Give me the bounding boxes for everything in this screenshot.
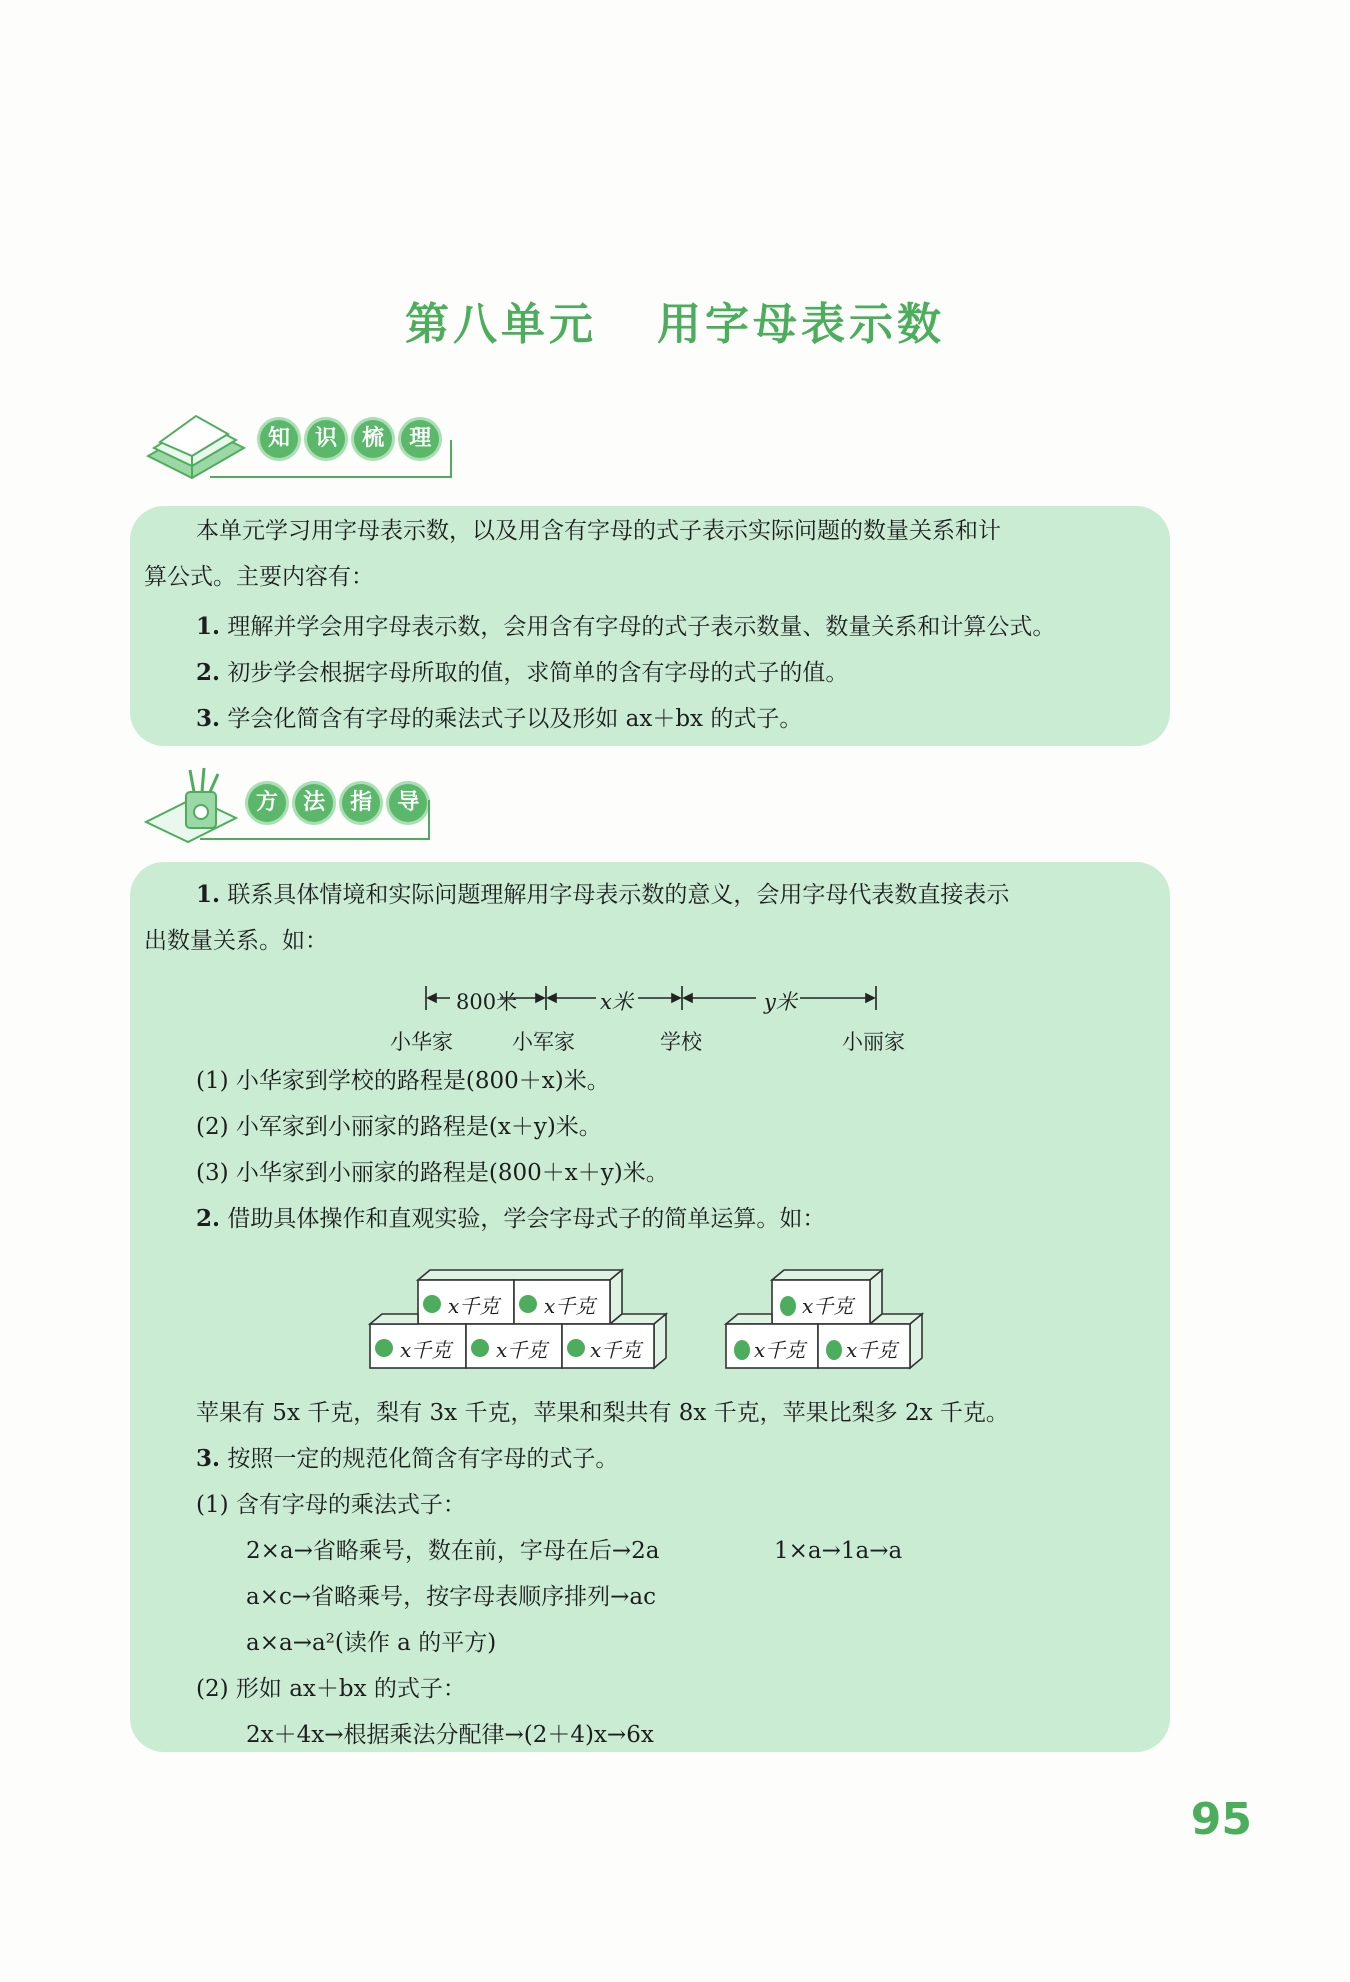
knowledge-item — [196, 696, 802, 742]
knowledge-intro-line1: 本单元学习用字母表示数，以及用含有字母的式子表示实际问题的数量关系和计 — [196, 518, 1001, 544]
cube-label: x千克 — [590, 1338, 642, 1362]
rule-line: a×a→a²(读作 a 的平方) — [246, 1630, 497, 1656]
segment-800: 800米 — [456, 990, 518, 1014]
knowledge-underline — [210, 476, 452, 478]
cube-label: x千克 — [544, 1294, 596, 1318]
method-divider — [428, 800, 430, 840]
route-line: (1) 小华家到学校的路程是(800＋x)米。 — [196, 1068, 610, 1094]
method-label-char: 导 — [389, 784, 427, 822]
knowledge-label-char: 理 — [401, 420, 439, 458]
cube-label: x千克 — [754, 1338, 806, 1362]
point-text: 联系具体情境和实际问题理解用字母表示数的意义，会用字母代表数直接表示 — [227, 882, 1010, 908]
point-text: 借助具体操作和直观实验，学会字母式子的简单运算。如： — [227, 1206, 826, 1232]
method-label — [248, 784, 431, 822]
book-icon — [140, 408, 250, 484]
rule-line: 2x＋4x→根据乘法分配律→(2＋4)x→6x — [246, 1722, 654, 1748]
item-number: 1. — [196, 613, 221, 640]
method-point-1 — [196, 872, 1009, 918]
knowledge-item — [196, 604, 1055, 650]
rule-line: a×c→省略乘号，按字母表顺序排列→ac — [246, 1584, 657, 1610]
page-title — [0, 288, 1350, 352]
place-label: 小军家 — [512, 1030, 575, 1054]
point-number: 2. — [196, 1205, 221, 1232]
cube-label: x千克 — [448, 1294, 500, 1318]
apple-cube-stack — [366, 1268, 678, 1384]
knowledge-divider — [450, 440, 452, 478]
method-point-1-cont: 出数量关系。如： — [144, 928, 328, 954]
method-point-2 — [196, 1196, 825, 1242]
place-label: 学校 — [660, 1030, 702, 1054]
knowledge-label-char: 梳 — [354, 420, 392, 458]
knowledge-label-char: 识 — [307, 420, 345, 458]
item-text: 学会化简含有字母的乘法式子以及形如 ax＋bx 的式子。 — [227, 706, 803, 732]
knowledge-item — [196, 650, 848, 696]
sub-heading: (2) 形如 ax＋bx 的式子： — [196, 1676, 466, 1702]
knowledge-label-char: 知 — [260, 420, 298, 458]
knowledge-intro-line2: 算公式。主要内容有： — [144, 564, 374, 590]
method-label-char: 指 — [342, 784, 380, 822]
method-point-3 — [196, 1436, 618, 1482]
route-line: (2) 小军家到小丽家的路程是(x＋y)米。 — [196, 1114, 602, 1140]
rule-line: 2×a→省略乘号，数在前，字母在后→2a — [246, 1538, 660, 1564]
point-text: 按照一定的规范化简含有字母的式子。 — [227, 1446, 619, 1472]
cube-label: x千克 — [496, 1338, 548, 1362]
page-number: 95 — [1190, 1794, 1252, 1845]
sub-heading: (1) 含有字母的乘法式子： — [196, 1492, 466, 1518]
segment-x: x米 — [600, 990, 633, 1014]
method-label-char: 法 — [295, 784, 333, 822]
item-number: 2. — [196, 659, 221, 686]
rule-line: 1×a→1a→a — [774, 1538, 903, 1564]
pear-cube-stack — [722, 1268, 934, 1384]
place-label: 小华家 — [390, 1030, 453, 1054]
item-text: 初步学会根据字母所取的值，求简单的含有字母的式子的值。 — [227, 660, 849, 686]
cube-label: x千克 — [400, 1338, 452, 1362]
method-underline — [200, 838, 430, 840]
cube-label: x千克 — [846, 1338, 898, 1362]
point-number: 3. — [196, 1445, 221, 1472]
cube-label: x千克 — [802, 1294, 854, 1318]
point-number: 1. — [196, 881, 221, 908]
knowledge-label — [260, 420, 443, 458]
fruit-sentence: 苹果有 5x 千克，梨有 3x 千克，苹果和梨共有 8x 千克，苹果比梨多 2x 千克。 — [196, 1400, 1009, 1426]
pencil-cup-icon — [140, 766, 240, 848]
segment-y: y米 — [764, 990, 797, 1014]
unit-topic: 用字母表示数 — [657, 299, 945, 350]
method-label-char: 方 — [248, 784, 286, 822]
item-number: 3. — [196, 705, 221, 732]
unit-label: 第八单元 — [405, 299, 597, 350]
place-label: 小丽家 — [842, 1030, 905, 1054]
item-text: 理解并学会用字母表示数，会用含有字母的式子表示数量、数量关系和计算公式。 — [227, 614, 1056, 640]
route-line: (3) 小华家到小丽家的路程是(800＋x＋y)米。 — [196, 1160, 669, 1186]
